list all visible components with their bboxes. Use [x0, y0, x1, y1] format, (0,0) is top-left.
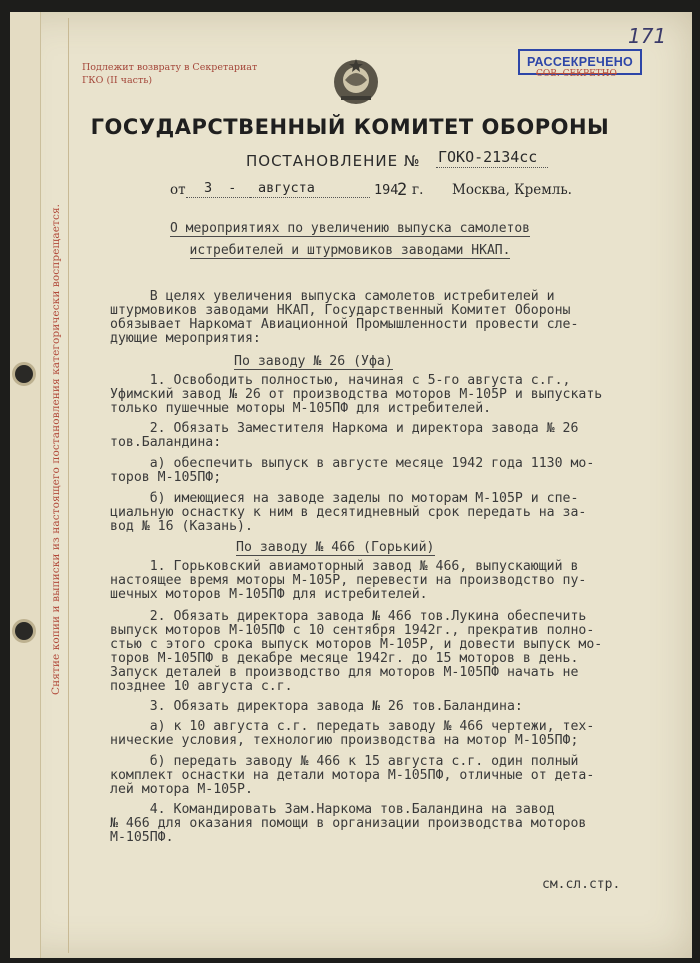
- date-dash: -: [230, 180, 235, 196]
- return-note: [82, 61, 302, 87]
- date-prefix: от: [170, 182, 186, 198]
- date-year-prefix: 194: [374, 182, 399, 198]
- resolution-number: ГОКО-2134сс: [438, 148, 538, 166]
- paragraph: 2. Обязать директора завода № 466 тов.Лукина обеспечить выпуск моторов М-105ПФ с 10 сентября 1942г., прекратив полно- стью с этого срока выпуск моторов М-105Р, и довести выпуск мо- торов М-105ПФ в декабре месяце 1942г. до 15 моторов в день. Запуск деталей в производство для моторов М-105ПФ начать не позднее 10 августа с.г.: [110, 609, 603, 694]
- handwritten-page-number: 171: [628, 24, 667, 48]
- date-place: Москва, Кремль.: [452, 182, 572, 198]
- section-heading: По заводу № 26 (Уфа): [234, 354, 393, 369]
- resolution-label: ПОСТАНОВЛЕНИЕ №: [246, 152, 421, 170]
- paragraph: 3. Обязать директора завода № 26 тов.Баландина:: [110, 699, 523, 714]
- declassified-stamp: РАССЕКРЕЧЕНО: [518, 49, 642, 75]
- intro-paragraph: В целях увеличения выпуска самолетов истребителей и штурмовиков заводами НКАП, Государственный Комитет Обороны обязывает Наркомат Авиационной Промышленности провести сле- дующие мероприятия:: [110, 289, 579, 346]
- month-underline: [250, 197, 370, 198]
- paragraph: 2. Обязать Заместителя Наркома и директора завода № 26 тов.Баландина:: [110, 421, 579, 450]
- paragraph: б) имеющиеся на заводе заделы по моторам М-105Р и спе- циальную оснастку к ним в десятидневный срок передать на за- вод № 16 (Казань).: [110, 491, 587, 534]
- paragraph: 1. Горьковский авиамоторный завод № 466, выпускающий в настоящее время моторы М-105Р, перевести на производство пу- шечных моторов М-105ПФ для истребителей.: [110, 559, 587, 602]
- subject-line: [0, 221, 700, 236]
- date-year-suffix: 2: [397, 180, 408, 200]
- date-day: 3: [204, 180, 213, 196]
- continued-on-next-page: см.сл.стр.: [542, 877, 621, 892]
- paragraph: а) обеспечить выпуск в августе месяце 1942 года 1130 мо- торов М-105ПФ;: [110, 456, 595, 485]
- day-underline: [186, 197, 252, 198]
- paragraph: а) к 10 августа с.г. передать заводу № 466 чертежи, тех- нические условия, технологию производства на мотор М-105ПФ;: [110, 719, 595, 748]
- binding-hole-icon: [15, 622, 33, 640]
- paragraph: 4. Командировать Зам.Наркома тов.Баландина на завод № 466 для оказания помощи в организации производства моторов М-105ПФ.: [110, 802, 587, 845]
- paragraph: б) передать заводу № 466 к 15 августа с.г. один полный комплект оснастки на детали мотора М-105ПФ, отличные от дета- лей мотора М-105Р.: [110, 754, 595, 797]
- date-line: [0, 180, 700, 202]
- paragraph: 1. Освободить полностью, начиная с 5-го августа с.г., Уфимский завод № 26 от производства моторов М-105Р и выпускать только пушечные моторы М-105ПФ для истребителей.: [110, 373, 603, 416]
- binding-spine: [10, 12, 41, 958]
- date-month: августа: [258, 180, 315, 196]
- subject-line-text: истребителей и штурмовиков заводами НКАП.: [189, 243, 511, 258]
- number-underline: [436, 167, 548, 168]
- copy-prohibition-note: Снятие копии и выписки из настоящего постановления категорически воспрещается.: [50, 203, 62, 695]
- subject-line-text: О мероприятиях по увеличению выпуска самолетов: [169, 221, 531, 236]
- margin-line: [68, 18, 69, 953]
- return-note-line: Подлежит возврату в Секретариат: [82, 62, 258, 73]
- ussr-coat-of-arms-icon: [331, 56, 381, 106]
- committee-title: ГОСУДАРСТВЕННЫЙ КОМИТЕТ ОБОРОНЫ: [90, 115, 610, 139]
- struck-classification: СОВ. СЕКРЕТНО: [536, 69, 617, 79]
- section-heading: По заводу № 466 (Горький): [236, 540, 435, 555]
- return-note-line: ГКО (II часть): [82, 75, 153, 86]
- binding-hole-icon: [15, 365, 33, 383]
- date-suffix: г.: [412, 182, 424, 198]
- subject-line: [0, 243, 700, 258]
